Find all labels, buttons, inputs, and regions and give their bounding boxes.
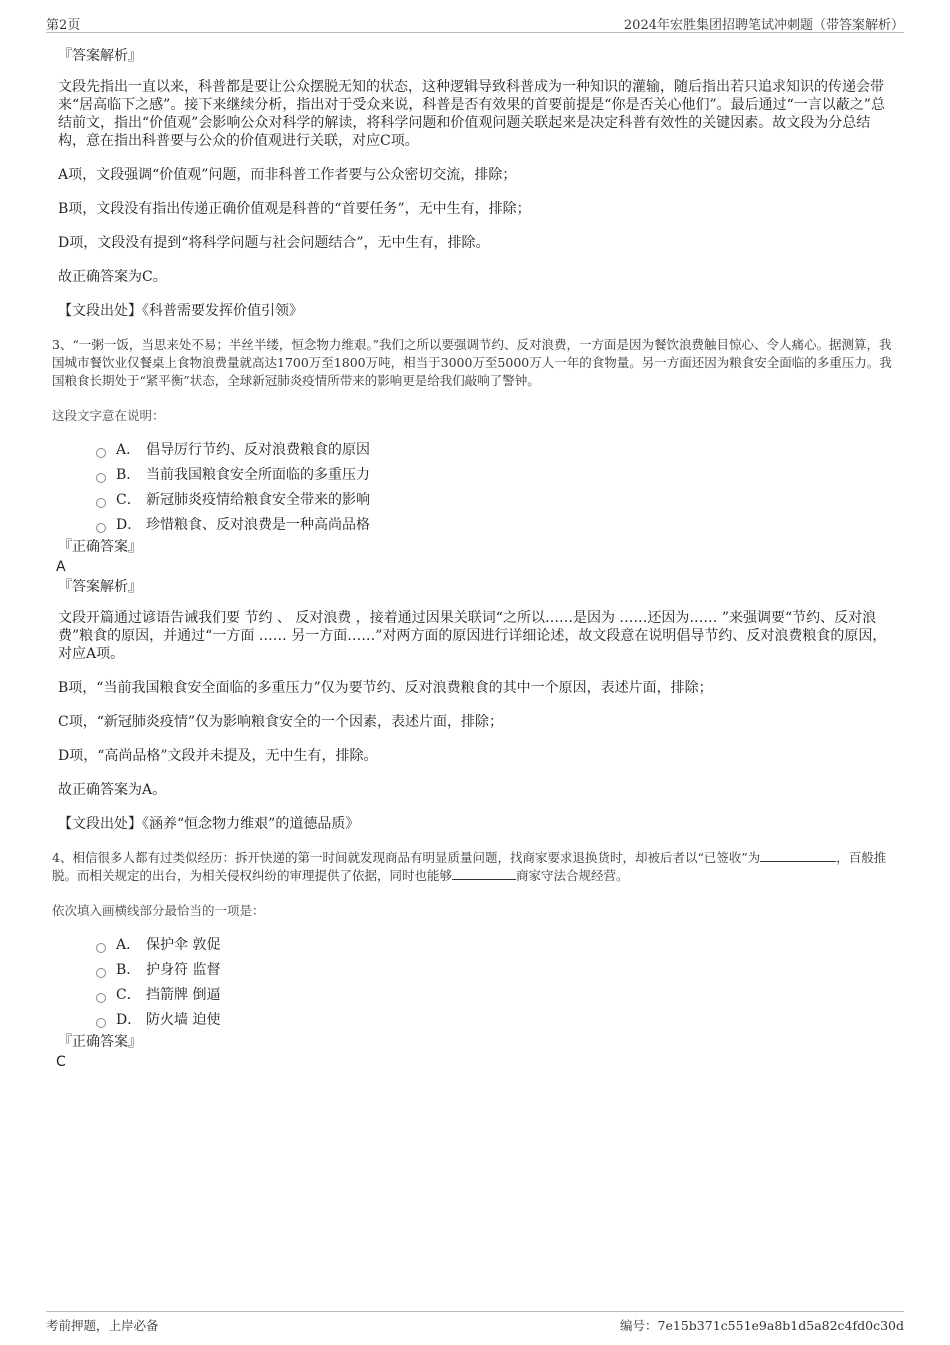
radio-icon[interactable] [96,448,106,458]
q3-prompt: 这段文字意在说明： [52,408,165,423]
q3-stem: 3、“一粥一饭，当思来处不易；半丝半缕，恒念物力维艰。”我们之所以要强调节约、反对浪费，一方面是因为餐饮浪费触目惊心、令人痛心。据测算，我国城市餐饮业仅餐桌上食物浪费量就高达1700万至1800万吨，相当于3000万至5000万人一年的食物量。另一方面还因为粮食安全面临的多重压力。我国粮食长期处于“紧平衡”状态，全球新冠肺炎疫情所带来的影响更是给我们敲响了警钟。 [52,337,892,388]
q2-source: 【文段出处】《科普需要发挥价值引领》 [58,303,303,319]
page-header [46,12,904,33]
q2-analysis-a: A项，文段强调“价值观”问题，而非科普工作者要与公众密切交流，排除； [58,167,517,183]
q3-option-b[interactable]: B． 当前我国粮食安全所面临的多重压力 [96,462,896,487]
q3-options [96,437,896,537]
q4-stem: 4、相信很多人都有过类似经历：拆开快递的第一时间就发现商品有明显质量问题，找商家要求退换货时，却被后者以“已签收”为 ，百般推脱。而相关规定的出台，为相关侵权纠纷的审理提供了依据，同时也能够 商家守法合规经营。 [52,850,887,883]
q4-options [96,932,896,1032]
q3-analysis-text: 文段开篇通过谚语告诫我们要 节约 、 反对浪费 ，接着通过因果关联词“之所以……是因为 ……还因为…… ”来强调要“节约、反对浪费”粮食的原因，并通过“一方面 …… 另一方面……”对两方面的原因进行详细论述，故文段意在说明倡导节约、反对浪费粮食的原因，对应A项。 [58,610,887,662]
q4-answer-label: 『正确答案』 [58,1034,142,1050]
q4-option-a[interactable]: A． 保护伞 敦促 [96,932,896,957]
page-footer [46,1311,904,1336]
q4-prompt: 依次填入画横线部分最恰当的一项是： [52,903,265,918]
q2-conclusion: 故正确答案为C。 [58,269,167,285]
radio-icon[interactable] [96,943,106,953]
radio-icon[interactable] [96,473,106,483]
q4-option-d[interactable]: D． 防火墙 迫使 [96,1007,896,1032]
q2-analysis-label: 『答案解析』 [58,48,142,64]
q3-analysis-label: 『答案解析』 [58,579,142,595]
q3-option-a[interactable]: A． 倡导厉行节约、反对浪费粮食的原因 [96,437,896,462]
page-content [52,46,896,1072]
q3-answer: A [56,559,66,575]
document-id: 编号：7e15b371c551e9a8b1d5a82c4fd0c30d [620,1318,904,1333]
blank-1 [760,849,836,862]
radio-icon[interactable] [96,523,106,533]
q4-option-c[interactable]: C． 挡箭牌 倒逼 [96,982,896,1007]
radio-icon[interactable] [96,1018,106,1028]
footer-slogan: 考前押题，上岸必备 [46,1318,159,1333]
page-number: 第2页 [46,18,81,33]
q3-conclusion: 故正确答案为A。 [58,782,167,798]
q3-source: 【文段出处】《涵养“恒念物力维艰”的道德品质》 [58,816,360,832]
radio-icon[interactable] [96,968,106,978]
q3-option-c[interactable]: C． 新冠肺炎疫情给粮食安全带来的影响 [96,487,896,512]
radio-icon[interactable] [96,993,106,1003]
document-title: 2024年宏胜集团招聘笔试冲刺题（带答案解析） [623,18,904,33]
q3-answer-label: 『正确答案』 [58,539,142,555]
q4-option-b[interactable]: B． 护身符 监督 [96,957,896,982]
q2-analysis-text: 文段先指出一直以来，科普都是要让公众摆脱无知的状态，这种逻辑导致科普成为一种知识的灌输，随后指出若只追求知识的传递会带来“居高临下之感”。接下来继续分析，指出对于受众来说，科普是否有效果的首要前提是“你是否关心他们”。最后通过“一言以蔽之”总结前文，指出“价值观”会影响公众对科学的解读，将科学问题和价值观问题关联起来是决定科普有效性的关键因素。故文段为分总结构，意在指出科普要与公众的价值观进行关联，对应C项。 [58,79,885,149]
q4-answer: C [56,1054,66,1070]
q2-analysis-d: D项，文段没有提到“将科学问题与社会问题结合”，无中生有，排除。 [58,235,490,251]
q3-analysis-b: B项，“当前我国粮食安全面临的多重压力”仅为要节约、反对浪费粮食的其中一个原因，表述片面，排除； [58,680,713,696]
radio-icon[interactable] [96,498,106,508]
q3-analysis-c: C项，“新冠肺炎疫情”仅为影响粮食安全的一个因素，表述片面，排除； [58,714,504,730]
blank-2 [452,867,516,880]
q2-analysis-b: B项，文段没有指出传递正确价值观是科普的“首要任务”，无中生有，排除； [58,201,531,217]
q3-analysis-d: D项，“高尚品格”文段并未提及，无中生有，排除。 [58,748,378,764]
q3-option-d[interactable]: D． 珍惜粮食、反对浪费是一种高尚品格 [96,512,896,537]
